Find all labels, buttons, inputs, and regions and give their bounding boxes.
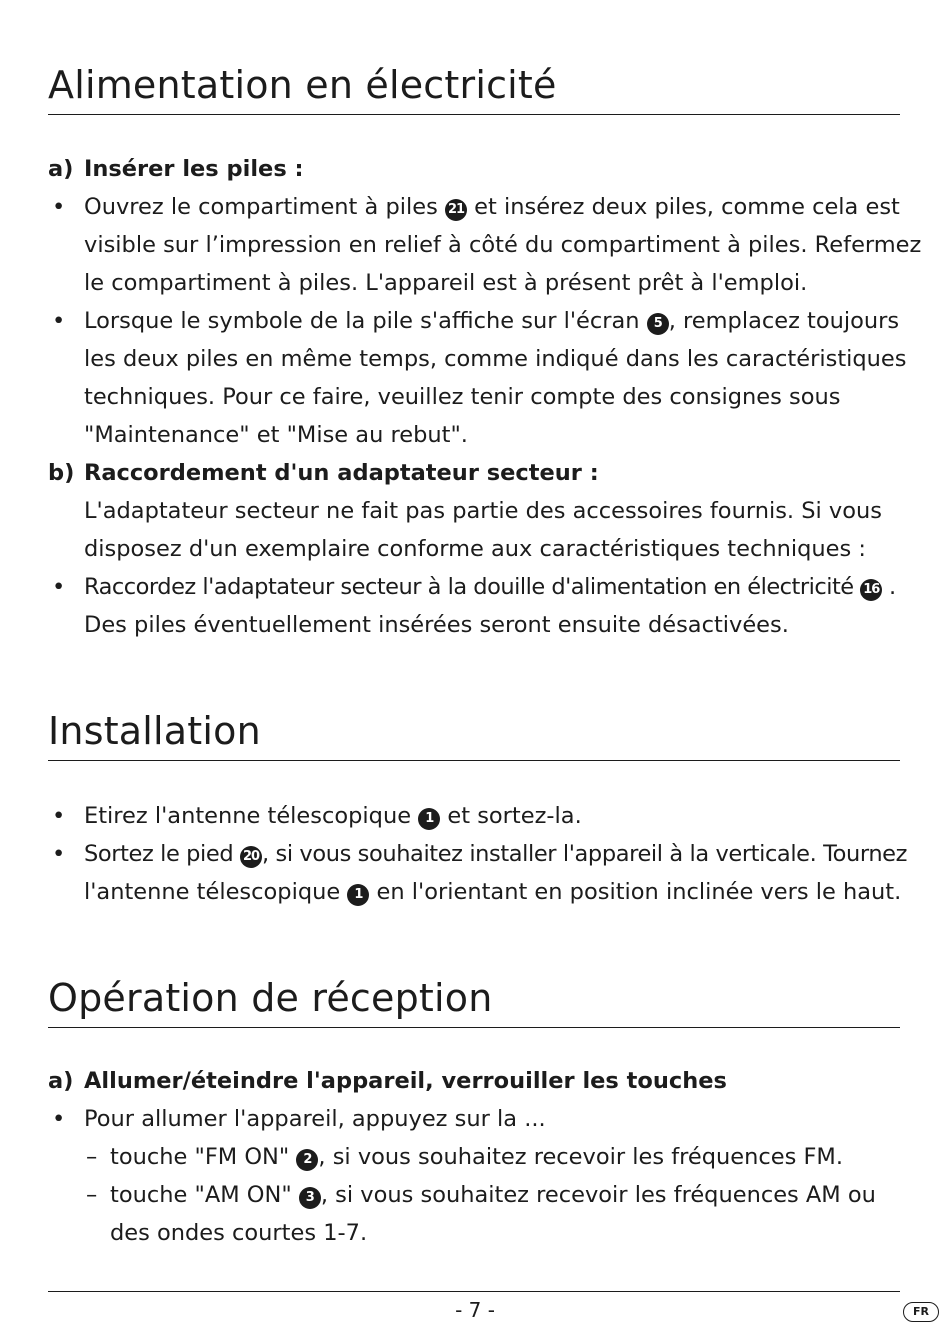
list-item-continuation: [48, 606, 908, 644]
list-item-continuation: [48, 378, 908, 416]
section-title-alimentation: Alimentation en électricité: [48, 62, 900, 115]
section-title-installation: Installation: [48, 708, 900, 761]
text: en l'orientant en position inclinée vers le haut.: [376, 879, 902, 905]
text: les deux piles en même temps, comme indiqué dans les caractéristiques: [84, 346, 907, 372]
text: des ondes courtes 1-7.: [110, 1220, 368, 1246]
reference-number-badge: 3: [299, 1187, 321, 1209]
footer-divider: [48, 1291, 900, 1292]
list-item: [48, 568, 908, 606]
paragraph-line: [48, 492, 908, 530]
list-label: a): [48, 1068, 74, 1094]
text: Etirez l'antenne télescopique: [84, 803, 412, 829]
list-item-continuation: [48, 873, 908, 911]
list-item-continuation: [48, 340, 908, 378]
text: et sortez-la.: [447, 803, 582, 829]
text: l'antenne télescopique: [84, 879, 341, 905]
reference-number-badge: 16: [860, 579, 882, 601]
subheading-raccordement: [48, 454, 908, 492]
reference-number-badge: 21: [445, 199, 467, 221]
reference-number-badge: 1: [418, 808, 440, 830]
reference-number-badge: 2: [296, 1149, 318, 1171]
list-item-continuation: [48, 264, 908, 302]
text: disposez d'un exemplaire conforme aux caractéristiques techniques :: [84, 536, 866, 562]
text: Des piles éventuellement insérées seront ensuite désactivées.: [84, 612, 789, 638]
text: "Maintenance" et "Mise au rebut".: [84, 422, 468, 448]
dash: –: [86, 1182, 98, 1208]
text: Sortez le pied: [84, 841, 234, 867]
page-number: - 7 -: [455, 1298, 495, 1322]
text: Ouvrez le compartiment à piles: [84, 194, 438, 220]
text: visible sur l’impression en relief à côté du compartiment à piles. Refermez: [84, 232, 922, 258]
reference-number-badge: 5: [647, 313, 669, 335]
bullet: •: [52, 308, 66, 334]
subheading-text: Allumer/éteindre l'appareil, verrouiller les touches: [84, 1068, 727, 1094]
bullet: •: [52, 574, 66, 600]
text: touche "FM ON": [110, 1144, 290, 1170]
bullet: •: [52, 194, 66, 220]
text: , si vous souhaitez installer l'appareil à la verticale. Tournez: [262, 841, 908, 867]
text: Lorsque le symbole de la pile s'affiche sur l'écran: [84, 308, 640, 334]
section-title-reception: Opération de réception: [48, 975, 900, 1028]
text: , remplacez toujours: [668, 308, 900, 334]
reference-number-badge: 20: [240, 846, 262, 868]
text: .: [888, 574, 896, 600]
bullet: •: [52, 803, 66, 829]
section-alimentation-body: [48, 150, 922, 644]
bullet: •: [52, 841, 66, 867]
text: , si vous souhaitez recevoir les fréquences AM ou: [320, 1182, 876, 1208]
text: le compartiment à piles. L'appareil est à présent prêt à l'emploi.: [84, 270, 808, 296]
text: L'adaptateur secteur ne fait pas partie des accessoires fournis. Si vous: [84, 498, 882, 524]
sub-list-item: [48, 1138, 908, 1176]
language-badge: FR: [903, 1302, 939, 1322]
subheading-text: Insérer les piles :: [84, 156, 304, 182]
bullet: •: [52, 1106, 66, 1132]
list-label: a): [48, 156, 74, 182]
list-item: [48, 188, 908, 226]
text: Pour allumer l'appareil, appuyez sur la ...: [84, 1106, 546, 1132]
subheading-inserer-piles: [48, 150, 908, 188]
text: techniques. Pour ce faire, veuillez tenir compte des consignes sous: [84, 384, 841, 410]
reference-number-badge: 1: [347, 884, 369, 906]
subheading-allumer: [48, 1062, 908, 1100]
sub-list-item: [48, 1176, 908, 1214]
text: Raccordez l'adaptateur secteur à la douille d'alimentation en électricité: [84, 574, 854, 600]
sub-list-item-continuation: [48, 1214, 908, 1252]
section-reception-body: [48, 1062, 908, 1252]
text: , si vous souhaitez recevoir les fréquences FM.: [318, 1144, 843, 1170]
section-installation-body: [48, 797, 908, 911]
text: touche "AM ON": [110, 1182, 292, 1208]
text: et insérez deux piles, comme cela est: [474, 194, 900, 220]
list-item-continuation: [48, 226, 922, 264]
list-label: b): [48, 460, 75, 486]
list-item: [48, 302, 908, 340]
list-item: [48, 835, 908, 873]
list-item: [48, 797, 908, 835]
dash: –: [86, 1144, 98, 1170]
paragraph-line: [48, 530, 908, 568]
list-item: [48, 1100, 908, 1138]
subheading-text: Raccordement d'un adaptateur secteur :: [84, 460, 599, 486]
list-item-continuation: [48, 416, 908, 454]
